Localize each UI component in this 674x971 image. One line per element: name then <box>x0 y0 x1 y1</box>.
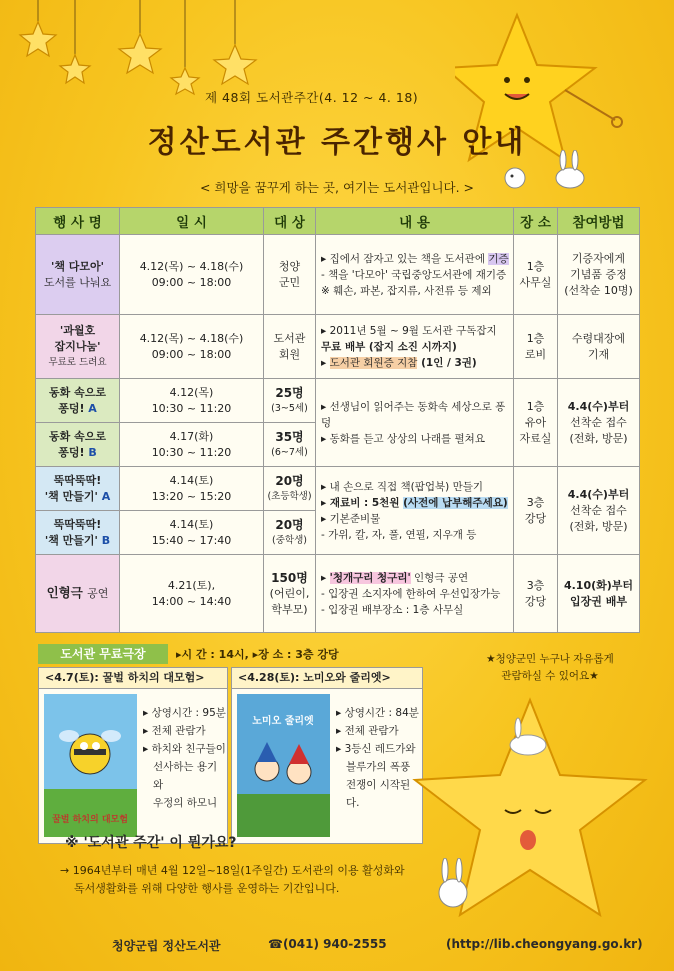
movie-description <box>143 704 227 812</box>
poster-title: 꿀벌 하치의 대모험 <box>52 815 128 825</box>
event-method <box>558 235 640 315</box>
event-method <box>558 379 640 467</box>
content-highlight: (사전에 납부해주세요) <box>403 496 508 509</box>
event-content <box>316 315 514 379</box>
event-method <box>558 467 640 555</box>
method-line: (선착순 10명) <box>564 283 633 297</box>
content-line: ▸ <box>321 356 330 369</box>
movie-line: ▸ 상영시간 : 84분 <box>336 707 419 719</box>
table-row <box>36 555 640 633</box>
content-line: ▸ 2011년 5월 ~ 9월 도서관 구독잡지 <box>321 324 497 337</box>
date-line: 4.17(화) <box>169 429 214 443</box>
movie-line: ▸ 상영시간 : 95분 <box>143 707 226 719</box>
event-date <box>120 379 264 423</box>
place-line: 자료실 <box>519 431 552 445</box>
date-line: 4.21(토), <box>167 578 216 592</box>
content-highlight: 도서관 회원증 지참 <box>329 356 418 369</box>
method-line: 기재 <box>587 347 610 361</box>
session-label: B <box>101 533 111 547</box>
page-title: 정산도서관 주간행사 안내 <box>147 125 527 160</box>
target-line: 150명 <box>271 570 308 585</box>
time-line: 15:40 ~ 17:40 <box>151 533 232 547</box>
event-name-line: 퐁덩! <box>58 401 89 415</box>
date-line: 4.12(목) <box>169 385 214 399</box>
date-line: 4.12(목) ~ 4.18(수) <box>139 259 244 273</box>
event-name <box>36 423 120 467</box>
content-line: 인형극 공연 <box>410 571 469 584</box>
content-line: ※ 훼손, 파본, 잡지류, 사전류 등 제외 <box>321 284 492 297</box>
event-method <box>558 315 640 379</box>
faq-body <box>60 862 405 898</box>
event-name-line: '책 만들기' <box>44 533 102 547</box>
event-place <box>514 379 558 467</box>
footer-library-name: 청양군립 정산도서관 <box>112 939 221 953</box>
movie-line: ▸ 전체 관람가 <box>143 725 206 737</box>
event-target <box>264 555 316 633</box>
event-content <box>316 555 514 633</box>
event-target <box>264 423 316 467</box>
rabbit-icon <box>425 858 480 913</box>
notice-line: 관람하실 수 있어요★ <box>501 670 599 682</box>
method-line: 수령대장에 <box>571 331 626 345</box>
event-date <box>120 467 264 511</box>
theater-label: 도서관 무료극장 <box>38 644 168 664</box>
movie-line: 전쟁이 시작된다. <box>346 779 411 809</box>
target-line: (초등학생) <box>267 490 312 502</box>
place-line: 1층 <box>526 399 545 413</box>
theater-notice <box>455 651 645 685</box>
target-line: (3~5세) <box>271 402 308 414</box>
movie-poster-image <box>237 694 330 837</box>
event-subtitle: 제 48회 도서관주간(4. 12 ~ 4. 18) <box>205 90 419 105</box>
theater-info: ▸시 간 : 14시, ▸장 소 : 3층 강당 <box>176 648 339 661</box>
schedule-table <box>35 207 640 633</box>
movie-line: ▸ 하치와 친구들이 <box>143 743 226 755</box>
method-line: (전화, 방문) <box>569 431 628 445</box>
method-line: 4.4(수)부터 <box>567 399 630 413</box>
event-name <box>36 379 120 423</box>
date-line: 4.14(토) <box>169 473 214 487</box>
notice-line: ★청양군민 누구나 자유롭게 <box>486 653 614 665</box>
event-date <box>120 423 264 467</box>
table-header-row <box>36 208 640 235</box>
target-line: (6~7세) <box>271 446 308 458</box>
movie-poster-image <box>44 694 137 837</box>
content-line: - 입장권 소지자에 한하여 우선입장가능 <box>321 587 501 600</box>
session-label: B <box>88 445 97 459</box>
time-line: 09:00 ~ 18:00 <box>151 347 232 361</box>
movie-line: 우정의 하모니 <box>153 797 218 809</box>
event-target <box>264 379 316 423</box>
header-datetime: 일 시 <box>120 208 264 235</box>
event-place <box>514 555 558 633</box>
footer-phone: ☎(041) 940-2555 <box>268 937 387 951</box>
place-line: 1층 <box>526 259 545 273</box>
movie-card <box>231 667 423 844</box>
content-line: ▸ 동화를 듣고 상상의 나래를 펼쳐요 <box>321 432 485 445</box>
target-line: 20명 <box>275 517 304 532</box>
event-name-line: 동화 속으로 <box>49 429 106 443</box>
target-line: 학부모) <box>271 602 308 616</box>
event-name <box>36 315 120 379</box>
event-target <box>264 511 316 555</box>
method-line: 4.4(수)부터 <box>567 487 630 501</box>
event-content <box>316 379 514 467</box>
slogan: < 희망을 꿈꾸게 하는 곳, 여기는 도서관입니다. > <box>199 180 475 195</box>
content-line: 무료 배부 (잡지 소진 시까지) <box>321 340 457 353</box>
event-name-line: 도서를 나눠요 <box>43 275 112 289</box>
event-name-line: 퐁덩! <box>58 445 89 459</box>
movie-line: 블루가의 폭풍 <box>346 761 411 773</box>
time-line: 09:00 ~ 18:00 <box>151 275 232 289</box>
event-date <box>120 555 264 633</box>
event-date <box>120 315 264 379</box>
place-line: 유아 <box>524 415 547 429</box>
place-line: 강당 <box>524 511 547 525</box>
target-line: (어린이, <box>269 586 310 600</box>
table-row <box>36 467 640 511</box>
event-target <box>264 235 316 315</box>
footer-url-link[interactable]: (http://lib.cheongyang.go.kr) <box>446 937 643 951</box>
content-line: - 책을 '다모아' 국립중앙도서관에 재기증 <box>321 268 507 281</box>
method-line: 기증자에게 <box>571 251 626 265</box>
faq-line: → 1964년부터 매년 4월 12일~18일(1주일간) 도서관의 이용 활성화와 <box>60 864 405 877</box>
movie-line: 선사하는 용기와 <box>153 761 218 791</box>
event-name <box>36 555 120 633</box>
place-line: 강당 <box>524 594 547 608</box>
event-target <box>264 467 316 511</box>
event-name-line: 잡지나눔' <box>54 339 101 353</box>
content-line: ▸ 기본준비물 <box>321 512 381 525</box>
table-row <box>36 315 640 379</box>
movie-line: ▸ 전체 관람가 <box>336 725 399 737</box>
movie-heading: <4.7(토): 꿀벌 하치의 대모험> <box>39 668 227 689</box>
header-event-name: 행 사 명 <box>36 208 120 235</box>
event-content <box>316 467 514 555</box>
header-target: 대 상 <box>264 208 316 235</box>
event-name-line: '책 다모아' <box>50 259 105 273</box>
event-name-line: 인형극 <box>46 585 88 600</box>
place-line: 사무실 <box>519 275 552 289</box>
event-place <box>514 235 558 315</box>
content-line: ▸ 내 손으로 직접 책(팝업북) 만들기 <box>321 480 484 493</box>
target-line: 군민 <box>278 275 301 289</box>
faq-line: 독서생활화를 위해 다양한 행사를 운영하는 기간입니다. <box>74 882 340 895</box>
method-line: 선착순 접수 <box>570 503 627 517</box>
content-line: - 입장권 배부장소 : 1층 사무실 <box>321 603 464 616</box>
target-line: 35명 <box>275 429 304 444</box>
event-name-line: 뚝딱뚝딱! <box>53 517 102 531</box>
target-line: 청양 <box>278 259 301 273</box>
movie-line: ▸ 3등신 레드가와 <box>336 743 416 755</box>
content-highlight: '청개구리 청구리' <box>329 571 411 584</box>
event-date <box>120 235 264 315</box>
target-line: 도서관 <box>273 331 306 345</box>
method-line: 4.10(화)부터 <box>563 578 634 592</box>
content-line: ▸ <box>321 571 330 584</box>
event-name <box>36 467 120 511</box>
event-name <box>36 235 120 315</box>
header-method: 참여방법 <box>558 208 640 235</box>
event-name <box>36 511 120 555</box>
content-line: ▸ 선생님이 읽어주는 동화속 세상으로 퐁덩 <box>321 400 506 429</box>
time-line: 10:30 ~ 11:20 <box>151 445 232 459</box>
header-place: 장 소 <box>514 208 558 235</box>
time-line: 13:20 ~ 15:20 <box>151 489 232 503</box>
event-name-line: 공연 <box>87 587 109 600</box>
content-highlight: 기증 <box>488 252 509 265</box>
time-line: 10:30 ~ 11:20 <box>151 401 232 415</box>
event-content <box>316 235 514 315</box>
place-line: 로비 <box>524 347 547 361</box>
session-label: A <box>101 489 111 503</box>
content-line: - 가위, 칼, 자, 풀, 연필, 지우개 등 <box>321 528 477 541</box>
time-line: 14:00 ~ 14:40 <box>151 594 232 608</box>
method-line: 입장권 배부 <box>570 594 627 608</box>
movie-card <box>38 667 228 844</box>
target-line: 20명 <box>275 473 304 488</box>
event-name-line: '과월호 <box>59 323 96 337</box>
event-name-line: 무료로 드려요 <box>48 356 107 368</box>
date-line: 4.14(토) <box>169 517 214 531</box>
content-line: ▸ 집에서 잠자고 있는 책을 도서관에 <box>321 252 489 265</box>
movie-heading: <4.28(토): 노미오와 줄리엣> <box>232 668 422 689</box>
content-line: ▸ 재료비 : 5천원 <box>321 496 404 509</box>
event-method <box>558 555 640 633</box>
target-line: 25명 <box>275 385 304 400</box>
event-date <box>120 511 264 555</box>
content-line: (1인 / 3권) <box>417 356 477 369</box>
method-line: 기념품 증정 <box>570 267 627 281</box>
event-place <box>514 315 558 379</box>
place-line: 3층 <box>526 578 545 592</box>
method-line: 선착순 접수 <box>570 415 627 429</box>
table-row <box>36 379 640 423</box>
event-name-line: '책 만들기' <box>44 489 102 503</box>
table-row <box>36 235 640 315</box>
event-place <box>514 467 558 555</box>
event-name-line: 동화 속으로 <box>49 385 106 399</box>
target-line: 회원 <box>278 347 301 361</box>
method-line: (전화, 방문) <box>569 519 628 533</box>
place-line: 1층 <box>526 331 545 345</box>
date-line: 4.12(목) ~ 4.18(수) <box>139 331 244 345</box>
event-target <box>264 315 316 379</box>
event-name-line: 뚝딱뚝딱! <box>53 473 102 487</box>
faq-title: ※ '도서관 주간' 이 뭔가요? <box>65 835 237 851</box>
header-content: 내 용 <box>316 208 514 235</box>
poster-title: 노미오 줄리엣 <box>252 716 314 727</box>
target-line: (중학생) <box>272 534 307 546</box>
place-line: 3층 <box>526 495 545 509</box>
session-label: A <box>88 401 97 415</box>
